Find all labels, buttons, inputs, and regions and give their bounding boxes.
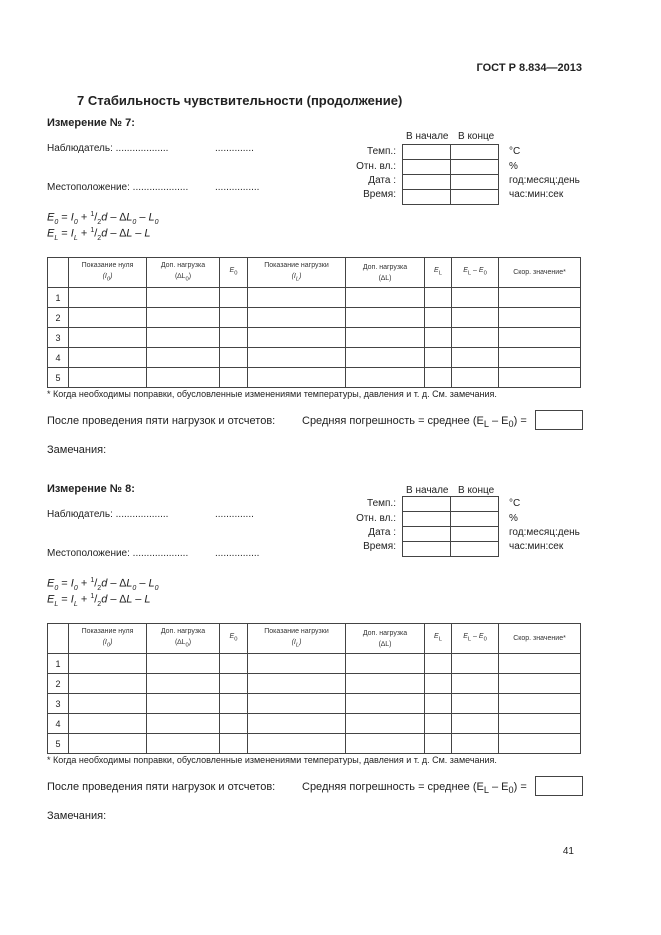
formula-el: $E_L = I_L + ^1/_2d - \Delta L - L$	[47, 593, 151, 608]
table-cell[interactable]	[147, 694, 220, 714]
table-cell[interactable]	[346, 288, 425, 308]
start-header: В начале	[406, 485, 449, 496]
col-el: $E_L$	[425, 624, 452, 654]
row-number: 5	[48, 368, 69, 388]
table-cell[interactable]	[499, 348, 581, 368]
humidity-end-cell[interactable]	[451, 160, 499, 175]
humidity-start-cell[interactable]	[403, 160, 451, 175]
col-add-load: Доп. нагрузка $(\Delta L_0)$	[147, 624, 220, 654]
table-cell[interactable]	[147, 654, 220, 674]
measurement-table	[47, 623, 581, 754]
table-cell[interactable]	[248, 288, 346, 308]
table-row	[48, 734, 581, 754]
col-corrected: Скор. значение*	[499, 258, 581, 288]
remarks-label: Замечания:	[47, 810, 107, 822]
table-cell[interactable]	[248, 368, 346, 388]
table-cell[interactable]	[425, 714, 452, 734]
table-cell[interactable]	[248, 654, 346, 674]
temp-label: Темп.:	[367, 146, 396, 157]
table-cell[interactable]	[452, 308, 499, 328]
table-cell[interactable]	[220, 328, 248, 348]
table-row	[48, 654, 581, 674]
col-diff: $E_L - E_0$	[452, 258, 499, 288]
table-cell[interactable]	[69, 654, 147, 674]
date-label: Дата :	[368, 527, 396, 538]
row-number-header	[48, 624, 69, 654]
table-cell[interactable]	[220, 368, 248, 388]
table-cell[interactable]	[452, 288, 499, 308]
row-number: 1	[48, 654, 69, 674]
row-number: 3	[48, 694, 69, 714]
table-cell[interactable]	[248, 734, 346, 754]
temp-unit: °C	[509, 146, 521, 157]
table-cell[interactable]	[346, 368, 425, 388]
table-row	[48, 714, 581, 734]
avg-error-input[interactable]	[535, 776, 583, 796]
col-corrected: Скор. значение*	[499, 624, 581, 654]
table-cell[interactable]	[248, 328, 346, 348]
row-number: 1	[48, 288, 69, 308]
table-cell[interactable]	[147, 734, 220, 754]
table-cell[interactable]	[69, 714, 147, 734]
table-cell[interactable]	[248, 714, 346, 734]
table-cell[interactable]	[452, 694, 499, 714]
humidity-unit: %	[509, 513, 518, 524]
col-zero-reading: Показание нуля $(I_0)$	[69, 258, 147, 288]
date-start-cell[interactable]	[403, 175, 451, 190]
col-zero-reading: Показание нуля $(I_0)$	[69, 624, 147, 654]
date-label: Дата :	[368, 175, 396, 186]
table-cell[interactable]	[220, 654, 248, 674]
observer-field[interactable]: ..............	[215, 143, 254, 154]
page-number: 41	[562, 846, 574, 857]
table-cell[interactable]	[346, 714, 425, 734]
table-cell[interactable]	[248, 694, 346, 714]
table-cell[interactable]	[425, 674, 452, 694]
table-cell[interactable]	[499, 288, 581, 308]
table-row	[48, 308, 581, 328]
table-cell[interactable]	[69, 734, 147, 754]
humidity-label: Отн. вл.:	[356, 513, 396, 524]
table-row	[48, 674, 581, 694]
after-five-label: После проведения пяти нагрузок и отсчетов:	[47, 415, 276, 427]
humidity-end-cell[interactable]	[451, 512, 499, 527]
date-unit: год:месяц:день	[509, 175, 580, 186]
table-row	[48, 694, 581, 714]
table-cell[interactable]	[499, 308, 581, 328]
measurement-title: Измерение № 8:	[47, 483, 135, 495]
table-cell[interactable]	[220, 734, 248, 754]
table-cell[interactable]	[69, 288, 147, 308]
table-cell[interactable]	[69, 308, 147, 328]
col-el: $E_L$	[425, 258, 452, 288]
end-header: В конце	[458, 131, 495, 142]
table-row	[48, 368, 581, 388]
col-add-load-2: Доп. нагрузка (∆L)	[346, 258, 425, 288]
section-title: 7 Стабильность чувствительности (продолжение)	[77, 93, 403, 108]
table-cell[interactable]	[346, 348, 425, 368]
avg-error-label: Средняя погрешность = среднее $(E_L - E_0)$ =	[302, 781, 527, 796]
table-cell[interactable]	[425, 368, 452, 388]
table-cell[interactable]	[425, 328, 452, 348]
measurement-title: Измерение № 7:	[47, 117, 135, 129]
date-unit: год:месяц:день	[509, 527, 580, 538]
table-cell[interactable]	[452, 714, 499, 734]
table-cell[interactable]	[69, 348, 147, 368]
footnote: * Когда необходимы поправки, обусловленные изменениями температуры, давления и т. д. См. замечания.	[47, 755, 497, 765]
table-cell[interactable]	[248, 674, 346, 694]
observer-label: Наблюдатель: ...................	[47, 509, 169, 520]
location-field[interactable]: ................	[215, 182, 260, 193]
table-cell[interactable]	[220, 288, 248, 308]
conditions-grid	[402, 496, 499, 557]
table-cell[interactable]	[425, 694, 452, 714]
end-header: В конце	[458, 485, 495, 496]
table-cell[interactable]	[499, 734, 581, 754]
row-number: 2	[48, 308, 69, 328]
conditions-grid	[402, 144, 499, 205]
time-unit: час:мин:сек	[509, 189, 564, 200]
time-unit: час:мин:сек	[509, 541, 564, 552]
table-cell[interactable]	[220, 308, 248, 328]
table-cell[interactable]	[425, 654, 452, 674]
humidity-label: Отн. вл.:	[356, 161, 396, 172]
table-cell[interactable]	[220, 674, 248, 694]
table-cell[interactable]	[147, 328, 220, 348]
time-start-cell[interactable]	[403, 190, 451, 205]
table-cell[interactable]	[499, 368, 581, 388]
table-cell[interactable]	[499, 714, 581, 734]
avg-error-label: Средняя погрешность = среднее $(E_L - E_0)$ =	[302, 415, 527, 430]
temp-end-cell[interactable]	[451, 497, 499, 512]
humidity-start-cell[interactable]	[403, 512, 451, 527]
avg-error-input[interactable]	[535, 410, 583, 430]
location-label: Местоположение: ....................	[47, 548, 189, 559]
after-five-label: После проведения пяти нагрузок и отсчетов:	[47, 781, 276, 793]
table-cell[interactable]	[452, 328, 499, 348]
table-cell[interactable]	[220, 694, 248, 714]
temp-start-cell[interactable]	[403, 145, 451, 160]
table-row	[48, 348, 581, 368]
measurement-table	[47, 257, 581, 388]
row-number: 2	[48, 674, 69, 694]
table-cell[interactable]	[69, 368, 147, 388]
table-cell[interactable]	[346, 308, 425, 328]
temp-end-cell[interactable]	[451, 145, 499, 160]
col-diff: $E_L - E_0$	[452, 624, 499, 654]
time-label: Время:	[363, 541, 396, 552]
row-number: 4	[48, 348, 69, 368]
table-cell[interactable]	[147, 368, 220, 388]
table-cell[interactable]	[220, 348, 248, 368]
footnote: * Когда необходимы поправки, обусловленные изменениями температуры, давления и т. д. См. замечания.	[47, 389, 497, 399]
table-cell[interactable]	[346, 694, 425, 714]
table-cell[interactable]	[499, 674, 581, 694]
table-cell[interactable]	[220, 714, 248, 734]
col-load-reading: Показание нагрузки $(I_L)$	[248, 624, 346, 654]
table-cell[interactable]	[147, 674, 220, 694]
table-cell[interactable]	[69, 694, 147, 714]
time-label: Время:	[363, 189, 396, 200]
table-row	[48, 328, 581, 348]
observer-label: Наблюдатель: ...................	[47, 143, 169, 154]
table-cell[interactable]	[499, 654, 581, 674]
table-cell[interactable]	[425, 288, 452, 308]
table-cell[interactable]	[248, 308, 346, 328]
time-end-cell[interactable]	[451, 190, 499, 205]
row-number: 5	[48, 734, 69, 754]
location-label: Местоположение: ....................	[47, 182, 189, 193]
table-cell[interactable]	[499, 328, 581, 348]
formula-e0: $E_0 = I_0 + ^1/_2d - \Delta L_0 - L_0$	[47, 577, 159, 592]
table-cell[interactable]	[147, 308, 220, 328]
table-cell[interactable]	[452, 674, 499, 694]
table-cell[interactable]	[346, 654, 425, 674]
table-cell[interactable]	[69, 674, 147, 694]
humidity-unit: %	[509, 161, 518, 172]
observer-field[interactable]: ..............	[215, 509, 254, 520]
remarks-label: Замечания:	[47, 444, 107, 456]
date-end-cell[interactable]	[451, 175, 499, 190]
date-start-cell[interactable]	[403, 527, 451, 542]
table-cell[interactable]	[346, 674, 425, 694]
table-cell[interactable]	[147, 348, 220, 368]
table-cell[interactable]	[452, 654, 499, 674]
row-number: 4	[48, 714, 69, 734]
table-cell[interactable]	[147, 714, 220, 734]
table-row	[48, 288, 581, 308]
document-standard-header: ГОСТ Р 8.834—2013	[476, 62, 582, 74]
date-end-cell[interactable]	[451, 527, 499, 542]
col-e0: $E_0$	[220, 624, 248, 654]
col-add-load-2: Доп. нагрузка (∆L)	[346, 624, 425, 654]
col-load-reading: Показание нагрузки $(I_L)$	[248, 258, 346, 288]
table-cell[interactable]	[69, 328, 147, 348]
table-cell[interactable]	[452, 368, 499, 388]
col-e0: $E_0$	[220, 258, 248, 288]
temp-unit: °C	[509, 498, 521, 509]
col-add-load: Доп. нагрузка $(\Delta L_0)$	[147, 258, 220, 288]
table-cell[interactable]	[248, 348, 346, 368]
row-number-header	[48, 258, 69, 288]
table-cell[interactable]	[346, 328, 425, 348]
temp-label: Темп.:	[367, 498, 396, 509]
table-cell[interactable]	[425, 734, 452, 754]
start-header: В начале	[406, 131, 449, 142]
time-end-cell[interactable]	[451, 542, 499, 557]
table-cell[interactable]	[425, 348, 452, 368]
location-field[interactable]: ................	[215, 548, 260, 559]
table-cell[interactable]	[452, 734, 499, 754]
formula-el: $E_L = I_L + ^1/_2d - \Delta L - L$	[47, 227, 151, 242]
row-number: 3	[48, 328, 69, 348]
table-cell[interactable]	[147, 288, 220, 308]
table-cell[interactable]	[346, 734, 425, 754]
time-start-cell[interactable]	[403, 542, 451, 557]
table-cell[interactable]	[452, 348, 499, 368]
table-cell[interactable]	[499, 694, 581, 714]
formula-e0: $E_0 = I_0 + ^1/_2d - \Delta L_0 - L_0$	[47, 211, 159, 226]
table-cell[interactable]	[425, 308, 452, 328]
temp-start-cell[interactable]	[403, 497, 451, 512]
